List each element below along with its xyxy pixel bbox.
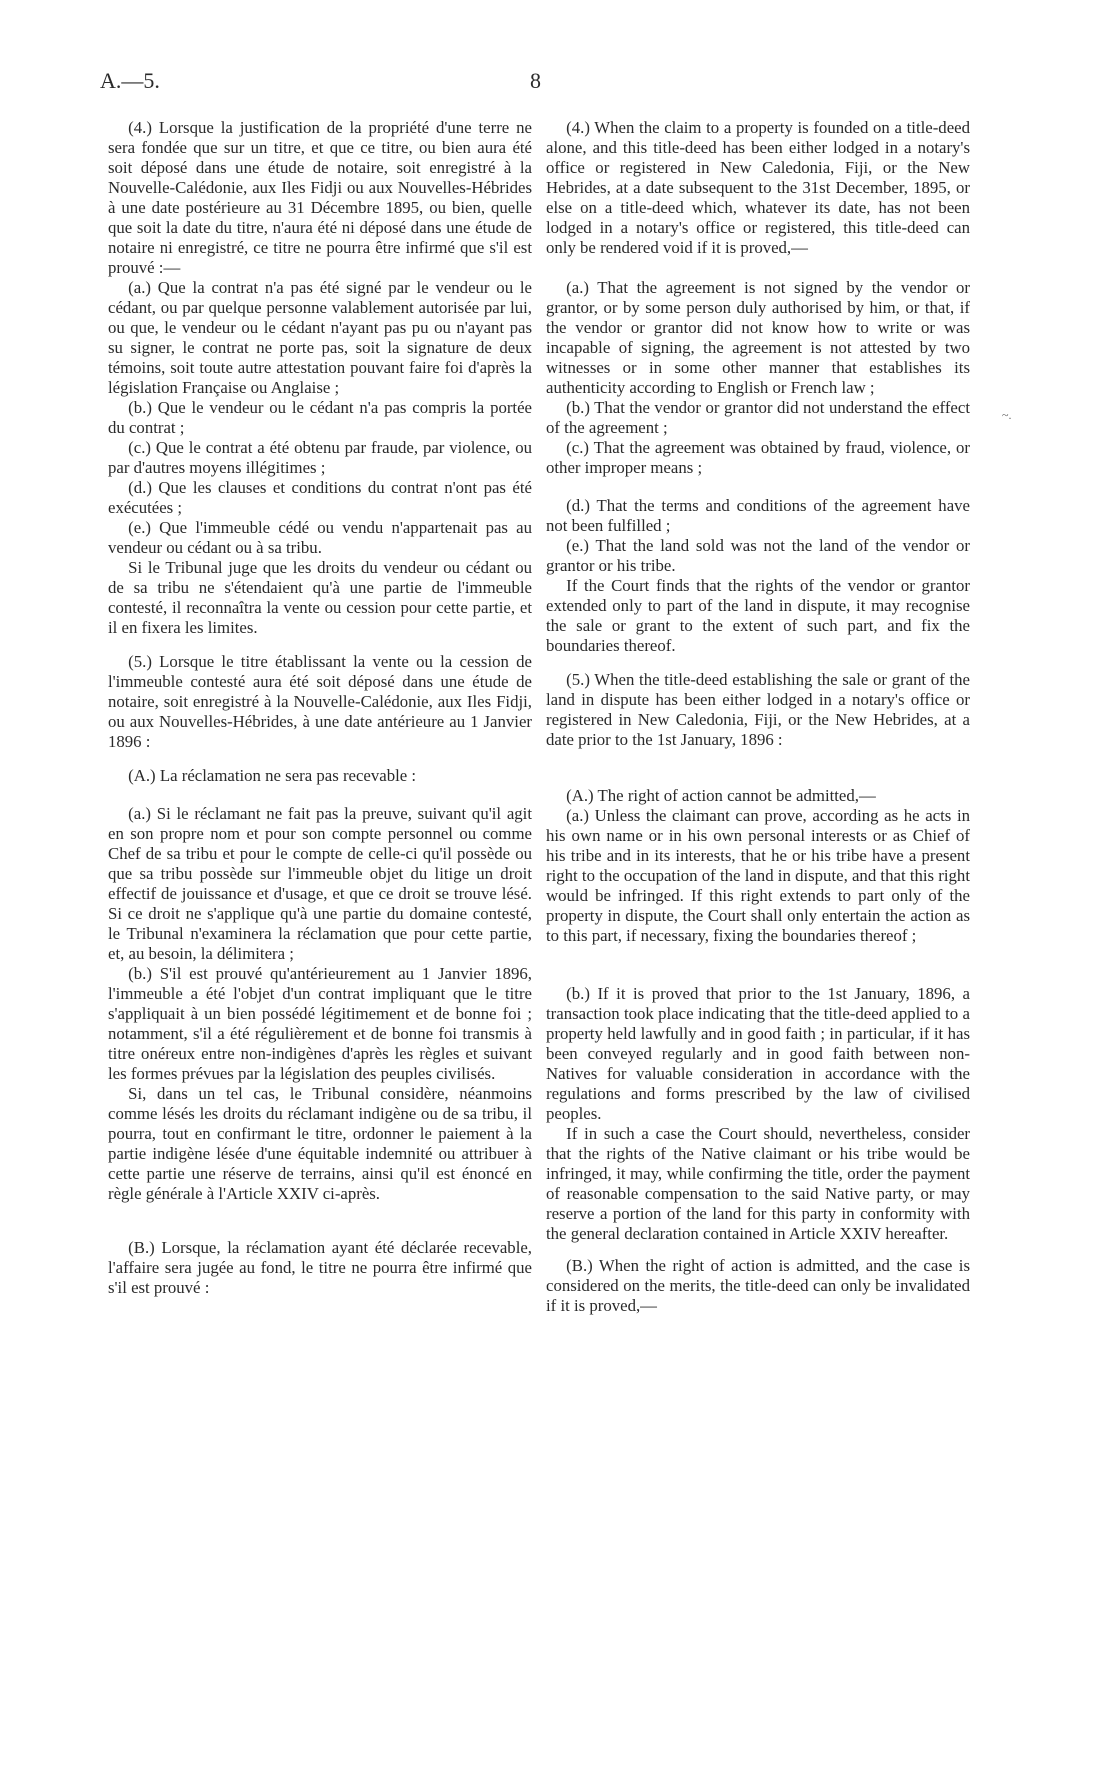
fr-clause-4b: (b.) Que le vendeur ou le cédant n'a pas compris la portée du contrat ; bbox=[108, 398, 532, 437]
document-reference: A.—5. bbox=[100, 68, 160, 93]
french-column bbox=[108, 118, 532, 1298]
fr-clause-4d: (d.) Que les clauses et conditions du contrat n'ont pas été exécutées ; bbox=[108, 478, 532, 517]
en-clause-5: (5.) When the title-deed establishing the sale or grant of the land in dispute has been either lodged in a notary's office or registered in New Caledonia, Fiji, or the New Hebrides, at a date prior to the 1st January, 1896 : bbox=[546, 670, 970, 749]
en-clause-A: (A.) The right of action cannot be admitted,— bbox=[566, 786, 876, 805]
en-clause-4d: (d.) That the terms and conditions of the agreement have not been fulfilled ; bbox=[546, 496, 970, 535]
en-clause-4b: (b.) That the vendor or grantor did not understand the effect of the agreement ; bbox=[546, 398, 970, 437]
fr-clause-4e: (e.) Que l'immeuble cédé ou vendu n'appartenait pas au vendeur ou cédant ou à sa tribu. bbox=[108, 518, 532, 557]
fr-clause-4-court: Si le Tribunal juge que les droits du vendeur ou cédant ou de sa tribu ne s'étendaient qu'à une partie de l'immeuble contesté, il reconnaîtra la vente ou cession pour cette partie, et il en fixera les limites. bbox=[108, 558, 532, 637]
fr-clause-4: (4.) Lorsque la justification de la propriété d'une terre ne sera fondée que sur un titre, et que ce titre, ou bien aura été soit déposé dans une étude de notaire, soit enregistré à la Nouvelle-Calédonie, aux Iles Fidji ou aux Nouvelles-Hébrides à une date postérieure au 31 Décembre 1895, ou bien, quelle que soit la date du titre, n'aura été ni déposé dans une étude de notaire ni enregistré, ce titre ne pourra être infirmé que s'il est prouvé :— bbox=[108, 118, 532, 277]
page-header bbox=[100, 68, 1014, 98]
en-clause-4: (4.) When the claim to a property is founded on a title-deed alone, and this title-deed has been either lodged in a notary's office or registered in New Caledonia, Fiji, or the New Hebrides, at a date subsequent to the 31st December, 1895, or else on a title-deed which, whatever its date, has not been lodged in a notary's office or registered, this title-deed can only be rendered void if it is proved,— bbox=[546, 118, 970, 257]
fr-clause-B: (B.) Lorsque, la réclamation ayant été déclarée recevable, l'affaire sera jugée au fond, le titre ne pourra être infirmé que s'il est prouvé : bbox=[108, 1238, 532, 1297]
en-clause-4-court: If the Court finds that the rights of the vendor or grantor extended only to part of the land in dispute, it may recognise the sale or grant to the extent of such part, and fix the boundaries thereof. bbox=[546, 576, 970, 655]
fr-clause-Aa: (a.) Si le réclamant ne fait pas la preuve, suivant qu'il agit en son propre nom et pour son compte personnel ou comme Chef de sa tribu et pour le compte de celle-ci qu'il possède ou que sa tribu possède sur l'immeuble objet du litige un droit effectif de jouissance et d'usage, et que ce droit se trouve lésé. Si ce droit ne s'applique qu'à une partie du domaine contesté, le Tribunal n'examinera la réclamation que pour cette partie, et, au besoin, la délimitera ; bbox=[108, 804, 532, 963]
en-clause-4e: (e.) That the land sold was not the land of the vendor or grantor or his tribe. bbox=[546, 536, 970, 575]
page-number: 8 bbox=[530, 68, 541, 93]
fr-clause-4a: (a.) Que la contrat n'a pas été signé par le vendeur ou le cédant, ou par quelque personne valablement autorisée par lui, ou que, le vendeur ou le cédant n'ayant pas pu ou n'ayant pas su signer, le contrat ne porte pas, soit la signature de deux témoins, soit toute autre attestation pouvant faire foi d'après la législation Française ou Anglaise ; bbox=[108, 278, 532, 397]
fr-clause-A: (A.) La réclamation ne sera pas recevable : bbox=[128, 766, 417, 785]
fr-clause-5: (5.) Lorsque le titre établissant la vente ou la cession de l'immeuble contesté aura été soit déposé dans une étude de notaire, soit enregistré à la Nouvelle-Calédonie, aux Iles Fidji, ou aux Nouvelles-Hébrides, à une date antérieure au 1 Janvier 1896 : bbox=[108, 652, 532, 751]
en-clause-B: (B.) When the right of action is admitted, and the case is considered on the merits, the title-deed can only be invalidated if it is proved,— bbox=[546, 1256, 970, 1315]
en-clause-A-court: If in such a case the Court should, nevertheless, consider that the rights of the Native claimant or his tribe would be infringed, it may, while confirming the title, order the payment of reasonable compensation to the said Native party, or may reserve a portion of the land for this party in conformity with the general declaration contained in Article XXIV hereafter. bbox=[546, 1124, 970, 1243]
en-clause-Ab: (b.) If it is proved that prior to the 1st January, 1896, a transaction took place indicating that the title-deed applied to a property held lawfully and in good faith ; in particular, if it has been conveyed regularly and in good faith between non-Natives for valuable consideration in accordance with the regulations and forms prescribed by the law of civilised peoples. bbox=[546, 984, 970, 1123]
fr-clause-4c: (c.) Que le contrat a été obtenu par fraude, par violence, ou par d'autres moyens illégitimes ; bbox=[108, 438, 532, 477]
english-column bbox=[546, 118, 970, 1316]
en-clause-Aa: (a.) Unless the claimant can prove, according as he acts in his own name or in his own personal interests or as Chief of his tribe and in its interests, that he or his tribe have a present right to the occupation of the land in dispute, and that this right would be infringed. If this right extends to part only of the property in dispute, the Court shall only entertain the action as to this part, if necessary, fixing the boundaries thereof ; bbox=[546, 806, 970, 945]
fr-clause-A-court: Si, dans un tel cas, le Tribunal considère, néanmoins comme lésés les droits du réclamant indigène ou de sa tribu, il pourra, tout en confirmant le titre, ordonner le paiement à la partie indigène lésée d'une équitable indemnité ou attribuer à cette partie une réserve de terrains, ainsi qu'il est énoncé en règle générale à l'Article XXIV ci-après. bbox=[108, 1084, 532, 1203]
fr-clause-Ab: (b.) S'il est prouvé qu'antérieurement au 1 Janvier 1896, l'immeuble a été l'objet d'un contrat impliquant que le titre s'appliquait à un bien possédé légitimement et de bonne foi ; notamment, s'il a été régulièrement et de bonne foi transmis à titre onéreux entre non-indigènes d'après les règles et suivant les formes prévues par la législation des peuples civilisés. bbox=[108, 964, 532, 1083]
en-clause-4c: (c.) That the agreement was obtained by fraud, violence, or other improper means ; bbox=[546, 438, 970, 477]
en-clause-4a: (a.) That the agreement is not signed by the vendor or grantor, or by some person duly authorised by him, or that, if the vendor or grantor did not know how to write or was incapable of signing, the agreement is not attested by two witnesses or in some other manner that establishes its authenticity according to English or French law ; bbox=[546, 278, 970, 397]
margin-mark: ~. bbox=[1002, 408, 1012, 422]
